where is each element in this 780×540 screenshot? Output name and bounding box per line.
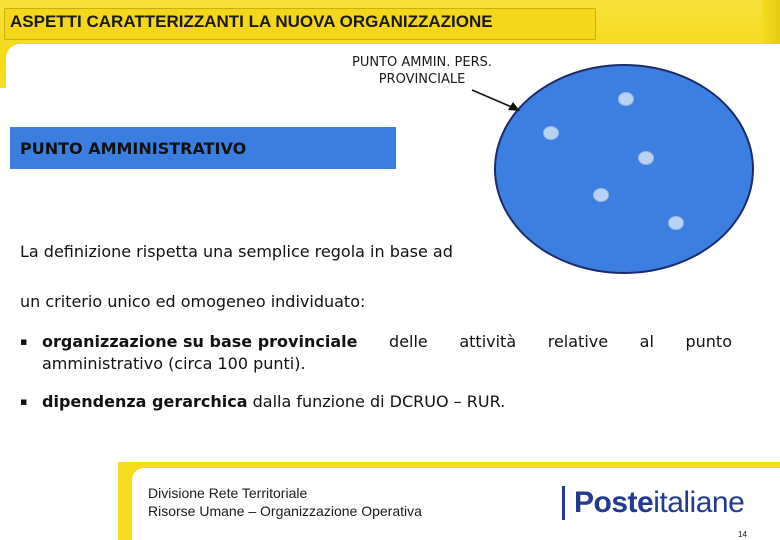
- bullet-word: delle: [389, 332, 428, 351]
- bullet-word: al: [639, 332, 654, 351]
- bullet-line-2: amministrativo (circa 100 punti).: [42, 354, 306, 373]
- poste-italiane-logo: [574, 486, 744, 520]
- page-number: 14: [738, 530, 747, 539]
- bullet-item: [20, 331, 732, 375]
- point-dot: [618, 92, 634, 106]
- bullet-bold-text: dipendenza gerarchica: [42, 392, 248, 411]
- callout-arrow: [470, 86, 530, 116]
- paragraph-2: un criterio unico ed omogeneo individuato:: [20, 292, 366, 311]
- province-circle: [494, 64, 754, 274]
- bullet-bold-text: organizzazione su base provinciale: [42, 332, 358, 351]
- bullet-marker: ▪: [20, 335, 28, 348]
- footer-division: [148, 484, 422, 520]
- point-dot: [668, 216, 684, 230]
- bullet-marker: ▪: [20, 395, 28, 408]
- logo-regular-part: italiane: [653, 486, 745, 519]
- paragraph-1: La definizione rispetta una semplice regola in base ad: [20, 242, 453, 261]
- bullet-rest-text: dalla funzione di DCRUO – RUR.: [247, 392, 506, 411]
- logo-bold-part: Poste: [574, 486, 654, 519]
- bullet-word: relative: [547, 332, 609, 351]
- footer-line-1: Divisione Rete Territoriale: [148, 485, 308, 501]
- punto-amministrativo-banner: [10, 127, 396, 169]
- point-dot: [593, 188, 609, 202]
- footer-line-2: Risorse Umane – Organizzazione Operativa: [148, 503, 422, 519]
- bullet-word: attività: [459, 332, 517, 351]
- banner-label: PUNTO AMMINISTRATIVO: [20, 139, 247, 158]
- point-dot: [543, 126, 559, 140]
- callout-label: [322, 54, 522, 88]
- bullet-item: [20, 391, 732, 413]
- bullet-word: punto: [685, 332, 732, 351]
- bottom-white-corner: [0, 462, 118, 540]
- callout-line-1: PUNTO AMMIN. PERS.: [351, 55, 492, 70]
- callout-line-2: PROVINCIALE: [378, 72, 466, 87]
- slide-title: ASPETTI CARATTERIZZANTI LA NUOVA ORGANIZZAZIONE: [10, 12, 493, 31]
- point-dot: [638, 151, 654, 165]
- logo-divider: [562, 486, 565, 520]
